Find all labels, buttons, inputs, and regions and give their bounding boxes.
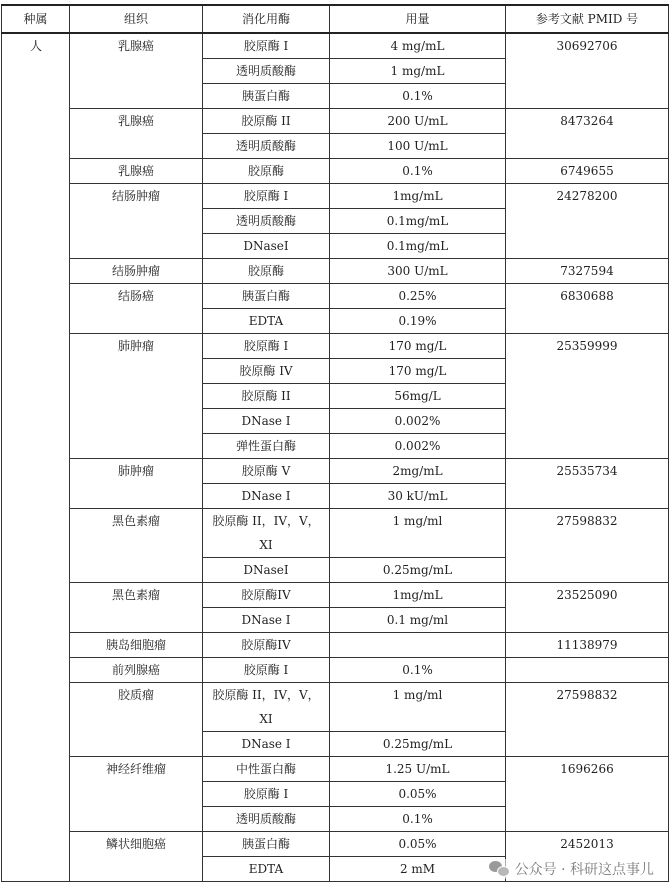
header-pmid: 参考文献 PMID 号 [506,5,669,33]
pmid-cell: 24278200 [506,184,669,259]
enzyme-cell: EDTA [203,857,330,882]
enzyme-cell: 透明质酸酶 [203,59,330,84]
tissue-cell: 乳腺癌 [70,33,203,109]
tissue-cell: 肺肿瘤 [70,334,203,459]
table-row [2,109,669,134]
enzyme-cell: 胶原酶 II [203,384,330,409]
header-species: 种属 [2,5,70,33]
table-row [2,509,669,558]
pmid-cell: 27598832 [506,509,669,583]
dose-cell: 0.002% [330,409,506,434]
header-dose: 用量 [330,5,506,33]
table-row [2,184,669,209]
dose-cell: 300 U/mL [330,259,506,284]
enzyme-cell: 胶原酶 II，IV，V，XI [203,683,330,732]
enzyme-cell: 透明质酸酶 [203,134,330,159]
header-tissue: 组织 [70,5,203,33]
dose-cell: 1.25 U/mL [330,757,506,782]
enzyme-cell: DNase I [203,608,330,633]
dose-cell: 0.25mg/mL [330,732,506,757]
dose-cell: 0.05% [330,832,506,857]
tissue-cell: 胰岛细胞瘤 [70,633,203,658]
table-row [2,33,669,59]
table-row [2,284,669,309]
tissue-cell: 乳腺癌 [70,159,203,184]
dose-cell: 200 U/mL [330,109,506,134]
dose-cell: 170 mg/L [330,334,506,359]
pmid-cell: 11138979 [506,633,669,658]
dose-cell: 1 mg/mL [330,59,506,84]
header-enzyme: 消化用酶 [203,5,330,33]
enzyme-cell: EDTA [203,309,330,334]
table-row [2,334,669,359]
table-row [2,583,669,608]
enzyme-cell: 胰蛋白酶 [203,284,330,309]
pmid-cell: 7327594 [506,259,669,284]
pmid-cell: 25535734 [506,459,669,509]
enzyme-cell: 胶原酶 I [203,782,330,807]
enzyme-cell: 胶原酶IV [203,633,330,658]
enzyme-cell: DNase I [203,732,330,757]
pmid-cell: 6830688 [506,284,669,334]
table-header-row [2,5,669,33]
enzyme-cell: DNase I [203,409,330,434]
pmid-cell: 30692706 [506,33,669,109]
watermark-text: 公众号 · 科研这点事儿 [514,862,654,878]
pmid-cell: 27598832 [506,683,669,757]
tissue-cell: 黑色素瘤 [70,583,203,633]
dose-cell: 1 mg/ml [330,509,506,558]
tissue-cell: 结肠肿瘤 [70,184,203,259]
enzyme-cell: 胶原酶 II，IV，V，XI [203,509,330,558]
enzyme-cell: 胶原酶 V [203,459,330,484]
dose-cell: 100 U/mL [330,134,506,159]
dose-cell: 56mg/L [330,384,506,409]
enzyme-cell: 胶原酶IV [203,583,330,608]
dose-cell: 0.25% [330,284,506,309]
enzyme-cell: 中性蛋白酶 [203,757,330,782]
dose-cell: 170 mg/L [330,359,506,384]
table-row [2,757,669,782]
tissue-cell: 乳腺癌 [70,109,203,159]
tissue-cell: 胶质瘤 [70,683,203,757]
tissue-cell: 前列腺癌 [70,658,203,683]
enzyme-cell: 透明质酸酶 [203,807,330,832]
enzyme-cell: 胶原酶 [203,159,330,184]
enzyme-digestion-table [1,4,669,882]
wechat-icon [489,861,509,877]
dose-cell: 0.19% [330,309,506,334]
dose-cell: 1 mg/ml [330,683,506,732]
tissue-cell: 肺肿瘤 [70,459,203,509]
wechat-watermark [489,859,654,879]
enzyme-cell: 胶原酶 IV [203,359,330,384]
pmid-cell: 2452013 [506,832,669,882]
dose-cell [330,633,506,658]
enzyme-cell: 胶原酶 II [203,109,330,134]
dose-cell: 0.1mg/mL [330,209,506,234]
dose-cell: 0.1% [330,159,506,184]
table-row [2,658,669,683]
enzyme-cell: 胰蛋白酶 [203,84,330,109]
table-row [2,459,669,484]
dose-cell: 0.05% [330,782,506,807]
dose-cell: 0.1mg/mL [330,234,506,259]
pmid-cell: 25359999 [506,334,669,459]
dose-cell: 0.1% [330,84,506,109]
dose-cell: 4 mg/mL [330,33,506,59]
dose-cell: 0.002% [330,434,506,459]
enzyme-cell: 胶原酶 [203,259,330,284]
enzyme-cell: DNaseI [203,234,330,259]
dose-cell: 2 mM [330,857,506,882]
dose-cell: 2mg/mL [330,459,506,484]
table-row [2,832,669,857]
dose-cell: 0.25mg/mL [330,558,506,583]
enzyme-cell: 弹性蛋白酶 [203,434,330,459]
tissue-cell: 鳞状细胞癌 [70,832,203,882]
enzyme-cell: 透明质酸酶 [203,209,330,234]
table-row [2,159,669,184]
table-row [2,683,669,732]
tissue-cell: 神经纤维瘤 [70,757,203,832]
enzyme-cell: 胶原酶 I [203,658,330,683]
dose-cell: 30 kU/mL [330,484,506,509]
dose-cell: 1mg/mL [330,583,506,608]
pmid-cell: 23525090 [506,583,669,633]
tissue-cell: 黑色素瘤 [70,509,203,583]
dose-cell: 1mg/mL [330,184,506,209]
enzyme-cell: 胶原酶 I [203,33,330,59]
enzyme-cell: DNaseI [203,558,330,583]
dose-cell: 0.1 mg/ml [330,608,506,633]
enzyme-cell: 胰蛋白酶 [203,832,330,857]
tissue-cell: 结肠癌 [70,284,203,334]
enzyme-cell: DNase I [203,484,330,509]
enzyme-cell: 胶原酶 I [203,334,330,359]
dose-cell: 0.1% [330,807,506,832]
enzyme-cell: 胶原酶 I [203,184,330,209]
pmid-cell: 6749655 [506,159,669,184]
table-row [2,633,669,658]
pmid-cell: 1696266 [506,757,669,832]
dose-cell: 0.1% [330,658,506,683]
tissue-cell: 结肠肿瘤 [70,259,203,284]
pmid-cell: 8473264 [506,109,669,159]
species-cell: 人 [2,33,70,882]
table-row [2,259,669,284]
pmid-cell [506,658,669,683]
